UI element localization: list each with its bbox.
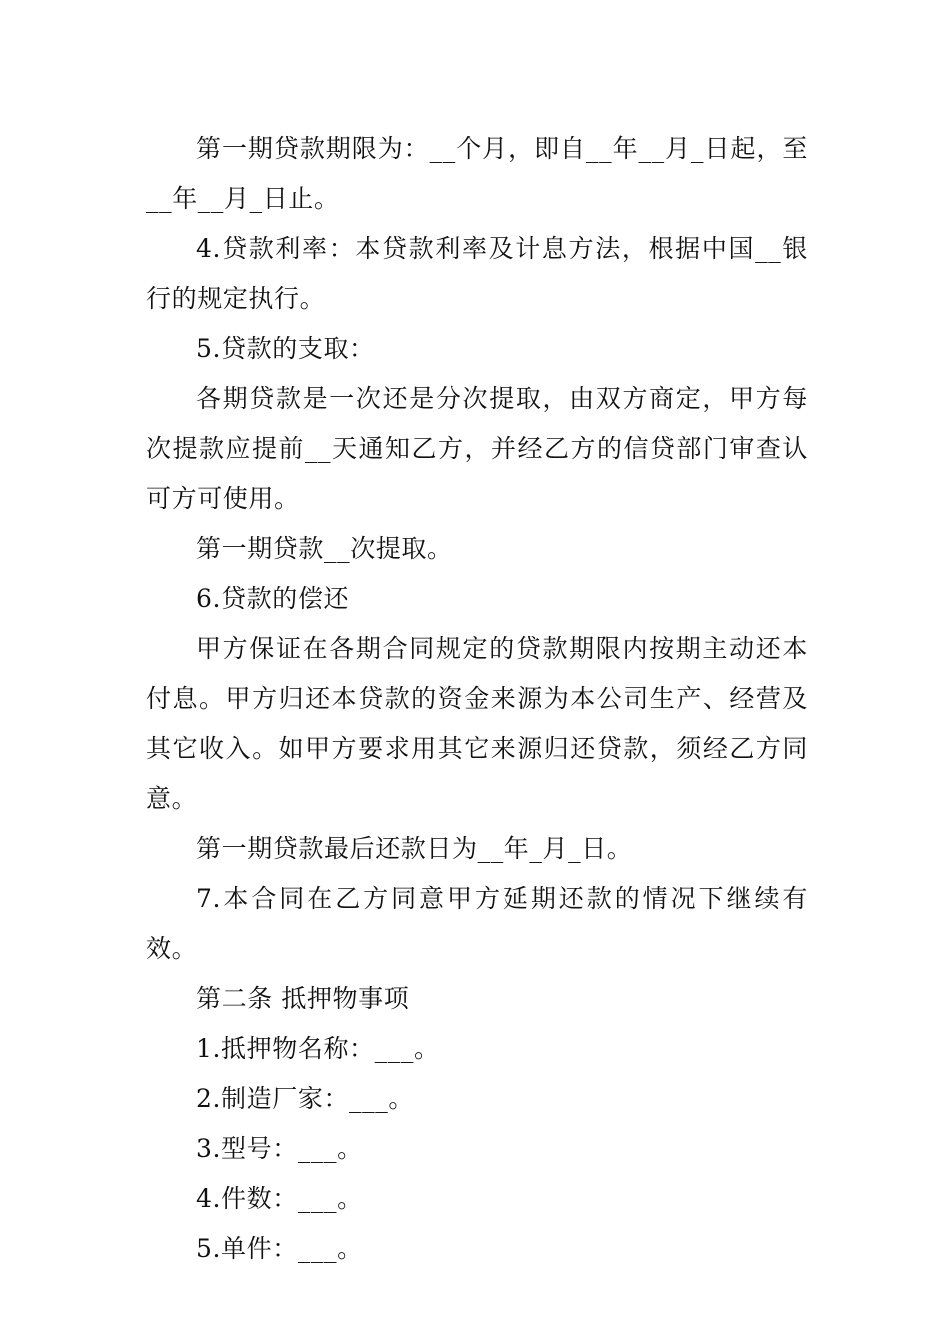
paragraph-first-withdrawal: 第一期贷款__次提取。 [196,534,453,563]
paragraph-unit-item: 5.单件：___。 [196,1234,363,1263]
paragraph-repayment-heading: 6.贷款的偿还 [196,584,350,613]
paragraph-withdrawal-terms: 各期贷款是一次还是分次提取，由双方商定，甲方每次提款应提前__天通知乙方，并经乙方的信贷部门审查认可方可使用。 [146,384,808,513]
paragraph-loan-term: 第一期贷款期限为：__个月，即自__年__月_日起，至__年__月_日止。 [146,134,808,213]
paragraph-repayment-terms: 甲方保证在各期合同规定的贷款期限内按期主动还本付息。甲方归还本贷款的资金来源为本公司生产、经营及其它收入。如甲方要求用其它来源归还贷款，须经乙方同意。 [146,634,808,813]
paragraph-article-two-heading: 第二条 抵押物事项 [196,984,410,1013]
paragraph-extension-validity: 7.本合同在乙方同意甲方延期还款的情况下继续有效。 [146,884,808,963]
document-body [146,124,808,1274]
paragraph-manufacturer: 2.制造厂家：___。 [196,1084,414,1113]
paragraph-model: 3.型号：___。 [196,1134,363,1163]
paragraph-final-repayment-date: 第一期贷款最后还款日为__年_月_日。 [196,834,633,863]
paragraph-quantity: 4.件数：___。 [196,1184,363,1213]
paragraph-withdrawal-heading: 5.贷款的支取： [196,334,375,363]
paragraph-interest-rate: 4.贷款利率：本贷款利率及计息方法，根据中国__银行的规定执行。 [146,234,808,313]
paragraph-collateral-name: 1.抵押物名称：___。 [196,1034,440,1063]
